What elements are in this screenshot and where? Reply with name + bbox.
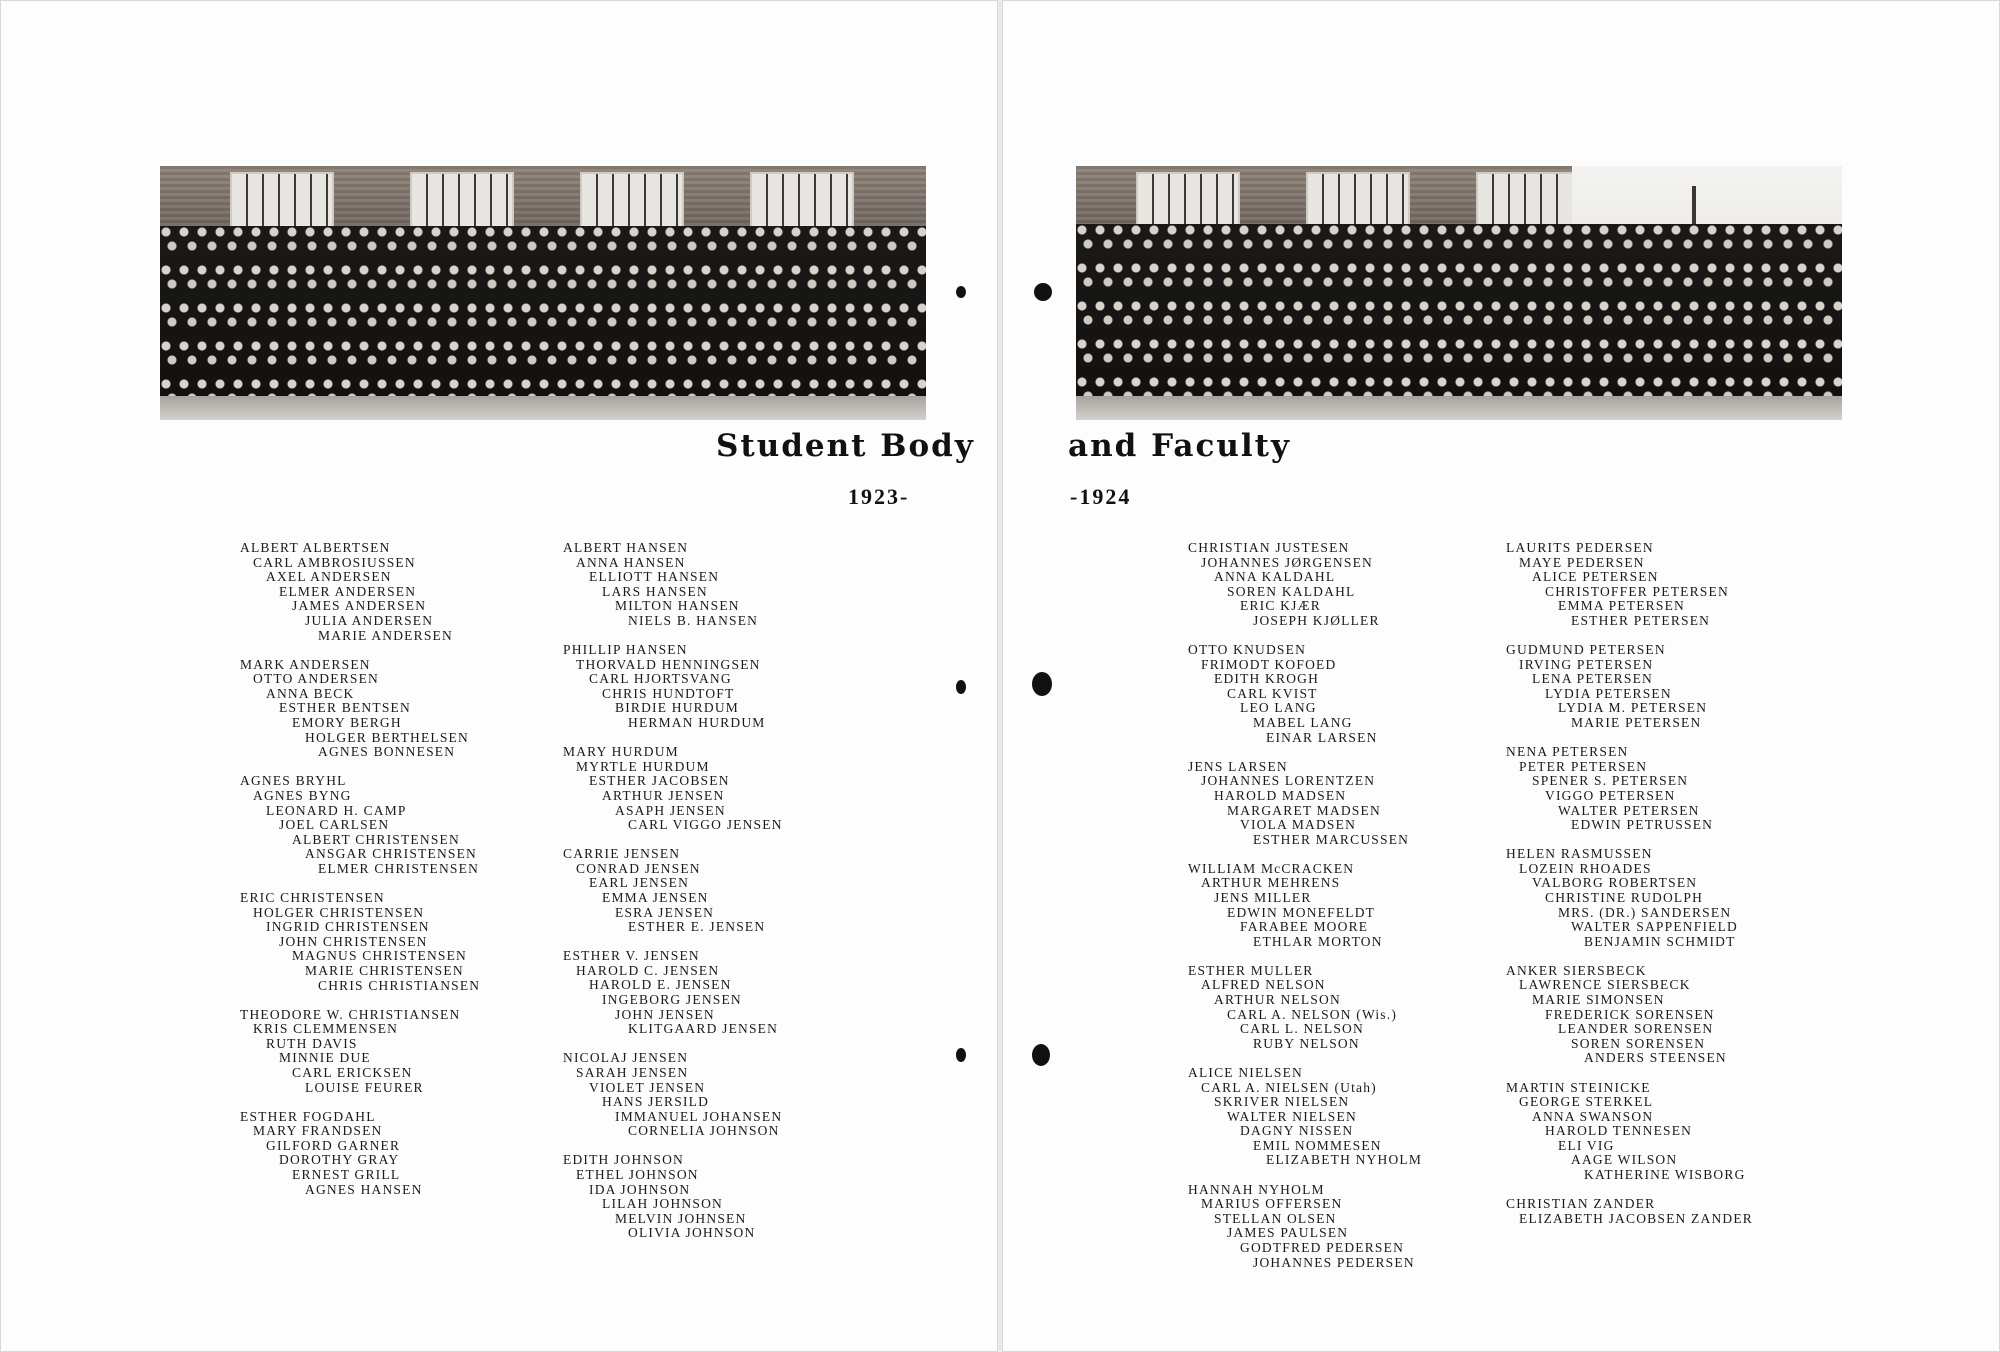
student-name: WALTER SAPPENFIELD — [1571, 919, 1738, 935]
student-name: ARTHUR MEHRENS — [1201, 875, 1341, 891]
student-name: JOHN JENSEN — [615, 1006, 715, 1022]
student-name: KLITGAARD JENSEN — [628, 1021, 779, 1037]
name-group — [1188, 964, 1422, 1052]
name-group — [240, 1110, 480, 1198]
student-name: MARIE PETERSEN — [1571, 715, 1702, 731]
student-name: AGNES BONNESEN — [318, 744, 456, 760]
student-body-photo-right — [1076, 166, 1842, 420]
name-group — [563, 541, 783, 629]
student-name: JENS LARSEN — [1188, 758, 1288, 774]
student-name: HOLGER CHRISTENSEN — [253, 904, 425, 920]
student-name: ETHEL JOHNSON — [576, 1166, 699, 1182]
student-name: CARRIE JENSEN — [563, 846, 681, 862]
student-name: ERIC CHRISTENSEN — [240, 889, 385, 905]
student-name: CARL KVIST — [1227, 685, 1318, 701]
student-name: BENJAMIN SCHMIDT — [1584, 933, 1736, 949]
student-name: MARIE CHRISTENSEN — [305, 962, 464, 978]
student-name: EDWIN MONEFELDT — [1227, 904, 1376, 920]
name-group — [240, 541, 480, 643]
student-name: GODTFRED PEDERSEN — [1240, 1239, 1405, 1255]
student-name: MINNIE DUE — [279, 1050, 371, 1066]
heading-and-faculty: and Faculty — [1068, 428, 1292, 464]
left-page — [0, 0, 998, 1352]
student-name: FREDERICK SORENSEN — [1545, 1006, 1715, 1022]
student-name: LAURITS PEDERSEN — [1506, 540, 1654, 555]
punch-hole — [956, 1048, 966, 1062]
student-name: EARL JENSEN — [589, 875, 690, 891]
student-name: NIELS B. HANSEN — [628, 612, 759, 628]
student-name: GUDMUND PETERSEN — [1506, 642, 1666, 658]
punch-hole — [956, 286, 966, 298]
student-name: HOLGER BERTHELSEN — [305, 729, 469, 745]
student-name: IMMANUEL JOHANSEN — [615, 1108, 783, 1124]
name-group — [1506, 745, 1753, 833]
student-name: CARL A. NELSON (Wis.) — [1227, 1006, 1398, 1022]
name-group — [1188, 643, 1422, 745]
student-name: INGRID CHRISTENSEN — [266, 919, 430, 935]
student-name: HAROLD E. JENSEN — [589, 977, 732, 993]
student-name: EDITH JOHNSON — [563, 1152, 684, 1168]
student-name: ALFRED NELSON — [1201, 977, 1326, 993]
student-name: CHRISTIAN ZANDER — [1506, 1196, 1656, 1212]
student-name: ELMER CHRISTENSEN — [318, 860, 480, 876]
student-name: SOREN SORENSEN — [1571, 1035, 1706, 1051]
student-name: CARL L. NELSON — [1240, 1021, 1364, 1037]
student-name: CHRISTIAN JUSTESEN — [1188, 540, 1350, 555]
student-name: WALTER NIELSEN — [1227, 1108, 1357, 1124]
student-name: ESTHER BENTSEN — [279, 700, 411, 716]
student-name: KATHERINE WISBORG — [1584, 1167, 1746, 1183]
student-name: SKRIVER NIELSEN — [1214, 1094, 1350, 1110]
name-group — [1188, 1066, 1422, 1168]
student-name: MAGNUS CHRISTENSEN — [292, 948, 467, 964]
student-name: ESTHER E. JENSEN — [628, 919, 766, 935]
student-name: ELIZABETH NYHOLM — [1266, 1152, 1423, 1168]
student-name: ESTHER PETERSEN — [1571, 612, 1711, 628]
student-name: ARTHUR NELSON — [1214, 992, 1341, 1008]
student-name: CARL ERICKSEN — [292, 1065, 413, 1080]
student-name: PHILLIP HANSEN — [563, 642, 688, 658]
name-group — [240, 891, 480, 993]
student-name: HAROLD TENNESEN — [1545, 1123, 1693, 1139]
student-name: SOREN KALDAHL — [1227, 583, 1356, 599]
student-name: EMMA PETERSEN — [1558, 598, 1685, 614]
student-name: VIGGO PETERSEN — [1545, 787, 1676, 803]
student-name: ERIC KJÆR — [1240, 598, 1321, 614]
student-name: ESTHER MARCUSSEN — [1253, 831, 1410, 847]
student-name: JULIA ANDERSEN — [305, 612, 434, 628]
student-name: NENA PETERSEN — [1506, 744, 1629, 760]
student-name: MARY HURDUM — [563, 744, 679, 760]
student-name: LARS HANSEN — [602, 583, 708, 599]
student-name: JOEL CARLSEN — [279, 817, 390, 833]
student-name: ESTHER MULLER — [1188, 962, 1314, 978]
student-name: JAMES ANDERSEN — [292, 598, 427, 614]
student-name: ALBERT ALBERTSEN — [240, 540, 391, 555]
student-name: ALICE PETERSEN — [1532, 569, 1659, 585]
student-name: OTTO ANDERSEN — [253, 671, 379, 687]
student-name: ASAPH JENSEN — [615, 802, 726, 818]
student-name: LOUISE FEURER — [305, 1079, 424, 1095]
student-name: VIOLET JENSEN — [589, 1079, 706, 1095]
student-name: RUTH DAVIS — [266, 1035, 358, 1051]
student-name: JOSEPH KJØLLER — [1253, 612, 1380, 628]
student-name: CHRISTOFFER PETERSEN — [1545, 583, 1729, 599]
student-name: LYDIA M. PETERSEN — [1558, 700, 1708, 716]
student-name: MARY FRANDSEN — [253, 1123, 383, 1139]
student-name: ALBERT HANSEN — [563, 540, 689, 555]
student-name: OTTO KNUDSEN — [1188, 642, 1307, 658]
student-name: LENA PETERSEN — [1532, 671, 1653, 687]
student-name: ANNA KALDAHL — [1214, 569, 1336, 585]
student-name: SPENER S. PETERSEN — [1532, 773, 1689, 789]
student-name: EMIL NOMMESEN — [1253, 1137, 1382, 1153]
student-name: CARL VIGGO JENSEN — [628, 817, 783, 833]
name-group — [1506, 1197, 1753, 1226]
name-group — [1506, 1081, 1753, 1183]
student-name: MARTIN STEINICKE — [1506, 1079, 1651, 1095]
year-start: 1923- — [848, 484, 910, 509]
punch-hole — [1032, 672, 1052, 696]
student-name: ANSGAR CHRISTENSEN — [305, 846, 477, 862]
student-name: BIRDIE HURDUM — [615, 700, 739, 716]
name-group — [1506, 964, 1753, 1066]
student-name: LYDIA PETERSEN — [1545, 685, 1672, 701]
student-name: JENS MILLER — [1214, 889, 1312, 905]
student-name: FARABEE MOORE — [1240, 919, 1369, 935]
student-name: SARAH JENSEN — [576, 1064, 689, 1080]
name-column-right-2 — [1506, 541, 1753, 1241]
student-name: ELLIOTT HANSEN — [589, 569, 720, 585]
name-group — [1506, 643, 1753, 731]
student-name: ANNA SWANSON — [1532, 1108, 1654, 1124]
name-group — [240, 774, 480, 876]
student-name: HANNAH NYHOLM — [1188, 1181, 1325, 1197]
name-group — [563, 1051, 783, 1139]
student-name: EINAR LARSEN — [1266, 729, 1378, 745]
student-name: GILFORD GARNER — [266, 1137, 401, 1153]
student-name: ARTHUR JENSEN — [602, 787, 725, 803]
student-name: JOHN CHRISTENSEN — [279, 933, 428, 949]
student-name: THORVALD HENNINGSEN — [576, 656, 761, 672]
student-name: LEANDER SORENSEN — [1558, 1021, 1714, 1037]
student-name: ERNEST GRILL — [292, 1167, 401, 1183]
student-name: HAROLD MADSEN — [1214, 787, 1347, 803]
name-group — [563, 847, 783, 935]
student-name: IDA JOHNSON — [589, 1181, 691, 1197]
student-name: EDITH KROGH — [1214, 671, 1320, 687]
student-name: INGEBORG JENSEN — [602, 992, 742, 1008]
name-group — [1506, 541, 1753, 629]
student-name: WILLIAM McCRACKEN — [1188, 860, 1355, 876]
name-group — [240, 1008, 480, 1096]
student-name: EMORY BERGH — [292, 715, 402, 731]
student-name: ESTHER FOGDAHL — [240, 1108, 376, 1124]
punch-hole — [1034, 283, 1052, 301]
student-name: LAWRENCE SIERSBECK — [1519, 977, 1691, 993]
student-name: ETHLAR MORTON — [1253, 933, 1383, 949]
student-name: AGNES BRYHL — [240, 773, 347, 789]
heading-student-body: Student Body — [716, 428, 975, 464]
student-name: ELI VIG — [1558, 1137, 1615, 1153]
name-group — [1188, 1183, 1422, 1271]
name-column-left-1 — [240, 541, 480, 1212]
student-name: MARK ANDERSEN — [240, 656, 371, 672]
student-name: JOHANNES PEDERSEN — [1253, 1254, 1415, 1270]
student-name: MARIE SIMONSEN — [1532, 992, 1665, 1008]
name-group — [1506, 847, 1753, 949]
student-name: ESRA JENSEN — [615, 904, 715, 920]
student-name: MARGARET MADSEN — [1227, 802, 1381, 818]
name-group — [563, 1153, 783, 1241]
student-name: ALICE NIELSEN — [1188, 1064, 1303, 1080]
student-name: CARL AMBROSIUSSEN — [253, 554, 416, 570]
student-name: CARL HJORTSVANG — [589, 671, 732, 687]
student-name: MELVIN JOHNSEN — [615, 1210, 747, 1226]
punch-hole — [1032, 1044, 1050, 1066]
student-name: IRVING PETERSEN — [1519, 656, 1654, 672]
year-end: -1924 — [1070, 484, 1132, 509]
student-name: CHRISTINE RUDOLPH — [1545, 889, 1704, 905]
student-name: DAGNY NISSEN — [1240, 1123, 1354, 1139]
student-name: ESTHER V. JENSEN — [563, 948, 700, 964]
student-name: GEORGE STERKEL — [1519, 1094, 1654, 1110]
student-name: VIOLA MADSEN — [1240, 817, 1357, 833]
student-name: ESTHER JACOBSEN — [589, 773, 730, 789]
student-name: AXEL ANDERSEN — [266, 569, 392, 585]
name-group — [240, 658, 480, 760]
name-group — [1188, 862, 1422, 950]
student-name: LEO LANG — [1240, 700, 1317, 716]
student-name: CORNELIA JOHNSON — [628, 1123, 780, 1139]
right-page — [1002, 0, 2000, 1352]
name-column-right-1 — [1188, 541, 1422, 1285]
student-name: MARIUS OFFERSEN — [1201, 1196, 1343, 1212]
student-name: HERMAN HURDUM — [628, 715, 766, 731]
student-name: AGNES HANSEN — [305, 1181, 423, 1197]
name-group — [563, 643, 783, 731]
student-name: KRIS CLEMMENSEN — [253, 1021, 399, 1037]
student-name: STELLAN OLSEN — [1214, 1210, 1337, 1226]
student-name: MABEL LANG — [1253, 715, 1353, 731]
student-name: LOZEIN RHOADES — [1519, 860, 1652, 876]
student-name: CARL A. NIELSEN (Utah) — [1201, 1079, 1377, 1095]
student-name: AAGE WILSON — [1571, 1152, 1678, 1168]
student-name: LEONARD H. CAMP — [266, 802, 407, 818]
student-name: MILTON HANSEN — [615, 598, 740, 614]
student-name: PETER PETERSEN — [1519, 758, 1648, 774]
student-name: JOHANNES JØRGENSEN — [1201, 554, 1373, 570]
name-group — [563, 949, 783, 1037]
student-name: RUBY NELSON — [1253, 1035, 1360, 1051]
student-name: LILAH JOHNSON — [602, 1196, 723, 1212]
name-group — [1188, 541, 1422, 629]
name-column-left-2 — [563, 541, 783, 1255]
student-name: ANDERS STEENSEN — [1584, 1050, 1727, 1066]
punch-hole — [956, 680, 966, 694]
student-name: MRS. (DR.) SANDERSEN — [1558, 904, 1732, 920]
student-name: JAMES PAULSEN — [1227, 1225, 1349, 1241]
student-name: ALBERT CHRISTENSEN — [292, 831, 460, 847]
name-group — [563, 745, 783, 833]
student-name: MARIE ANDERSEN — [318, 627, 453, 643]
student-name: OLIVIA JOHNSON — [628, 1225, 756, 1241]
student-name: ELMER ANDERSEN — [279, 583, 417, 599]
student-name: MYRTLE HURDUM — [576, 758, 710, 774]
student-name: EMMA JENSEN — [602, 889, 709, 905]
student-name: HAROLD C. JENSEN — [576, 962, 720, 978]
student-name: JOHANNES LORENTZEN — [1201, 773, 1376, 789]
student-name: ANNA BECK — [266, 685, 355, 701]
student-name: NICOLAJ JENSEN — [563, 1050, 689, 1066]
student-name: CHRIS HUNDTOFT — [602, 685, 735, 701]
student-name: DOROTHY GRAY — [279, 1152, 400, 1168]
student-name: THEODORE W. CHRISTIANSEN — [240, 1006, 461, 1022]
student-name: ANNA HANSEN — [576, 554, 686, 570]
student-name: CONRAD JENSEN — [576, 860, 701, 876]
student-name: HELEN RASMUSSEN — [1506, 846, 1653, 862]
student-name: MAYE PEDERSEN — [1519, 554, 1645, 570]
student-name: AGNES BYNG — [253, 787, 352, 803]
student-name: CHRIS CHRISTIANSEN — [318, 977, 481, 993]
student-name: ELIZABETH JACOBSEN ZANDER — [1519, 1210, 1753, 1226]
student-name: VALBORG ROBERTSEN — [1532, 875, 1698, 891]
student-body-photo-left — [160, 166, 926, 420]
student-name: EDWIN PETRUSSEN — [1571, 817, 1714, 833]
student-name: HANS JERSILD — [602, 1094, 710, 1110]
name-group — [1188, 760, 1422, 848]
student-name: FRIMODT KOFOED — [1201, 656, 1337, 672]
student-name: WALTER PETERSEN — [1558, 802, 1700, 818]
student-name: ANKER SIERSBECK — [1506, 962, 1647, 978]
